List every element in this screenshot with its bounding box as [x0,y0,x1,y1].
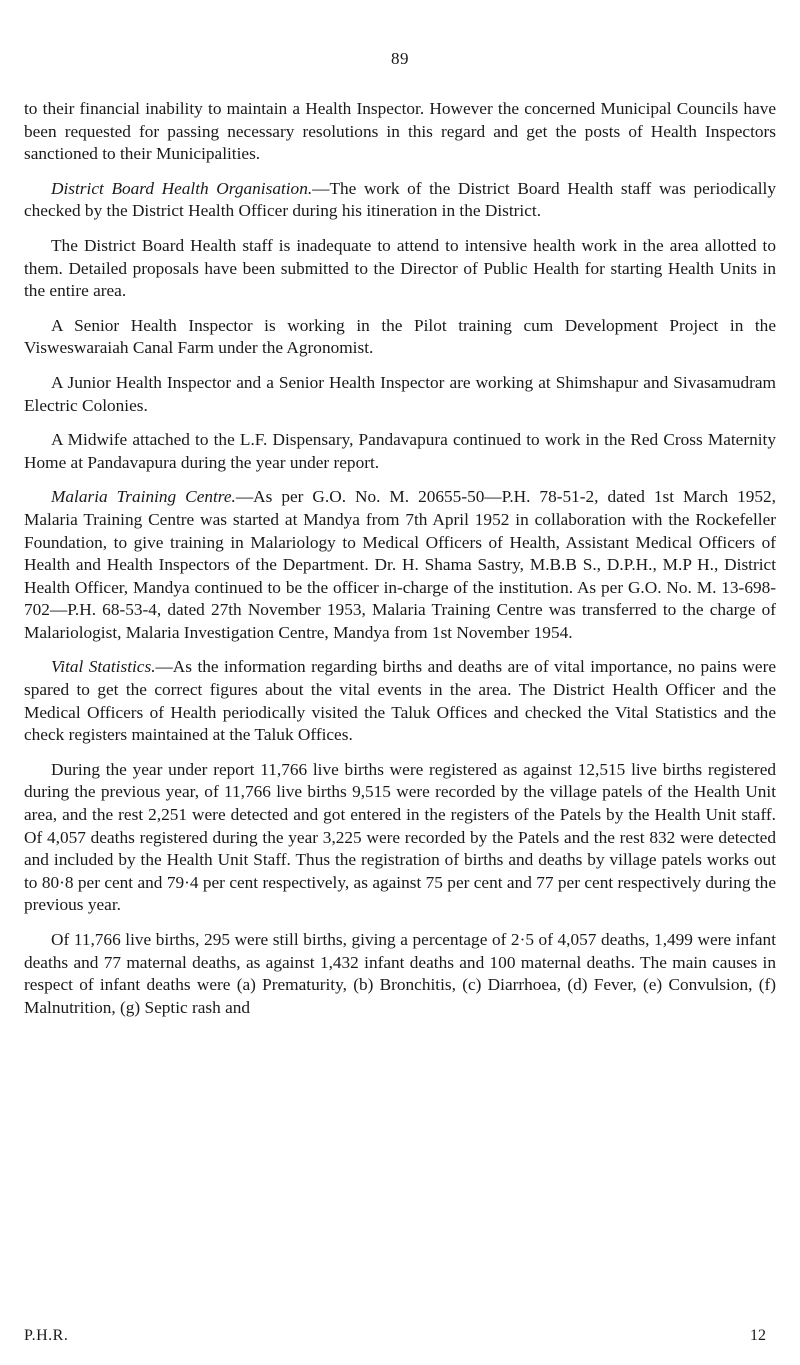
paragraph [24,178,776,223]
paragraph [24,372,776,417]
paragraph [24,486,776,644]
paragraph-text: —As per G.O. No. M. 20655-50—P.H. 78-51-2, dated 1st March 1952, Malaria Training Centre was started at Mandya from 7th April 1952 in collaboration with the Rockefeller Foundation, to give training in Malariology to Medical Officers of Health, Assistant Medical Officers of Health and Health Inspectors of the Department. Dr. H. Shama Sastry, M.B.B S., D.P.H., M.P H., District Health Officer, Mandya continued to be the officer in-charge of the institution. As per G.O. No. M. 13-698-702—P.H. 68-53-4, dated 27th November 1953, Malaria Training Centre was transferred to the charge of Malariologist, Malaria Investigation Centre, Mandya from 1st November 1954. [24,487,776,642]
paragraph [24,98,776,166]
section-heading: Vital Statistics. [51,657,156,677]
paragraph [24,759,776,917]
page-number: 89 [391,49,409,68]
paragraph-text: During the year under report 11,766 live births were registered as against 12,515 live births registered during the previous year, of 11,766 live births 9,515 were recorded by the village patels of the Health Unit area, and the rest 2,251 were detected and got entered in the registers of the Patels by the Health Unit staff. Of 4,057 deaths registered during the year 3,225 were recorded by the Patels and the rest 832 were detected and included by the Health Unit Staff. Thus the registration of births and deaths by village patels works out to 80·8 per cent and 79·4 per cent respectively, as against 75 per cent and 77 per cent respectively during the previous year. [24,759,776,915]
paragraph-text: Of 11,766 live births, 295 were still births, giving a percentage of 2·5 of 4,057 deaths, 1,499 were infant deaths and 77 maternal deaths, as against 1,432 infant deaths and 100 maternal deaths. The main causes in respect of infant deaths were (a) Prematurity, (b) Bronchitis, (c) Diarrhoea, (d) Fever, (e) Convulsion, (f) Malnutrition, (g) Septic rash and [24,930,776,1017]
paragraph [24,429,776,474]
section-heading: Malaria Training Centre. [51,487,236,507]
section-heading: District Board Health Organisation. [51,178,313,198]
paragraph-text: The District Board Health staff is inadequate to attend to intensive health work in the area allotted to them. Detailed proposals have been submitted to the Director of Public Health for starting Health Units in the entire area. [24,235,776,301]
footer-signature: P.H.R. [24,1327,69,1344]
paragraph [24,315,776,360]
paragraph-text: A Midwife attached to the L.F. Dispensary, Pandavapura continued to work in the Red Cross Maternity Home at Pandavapura during the year under report. [24,430,776,472]
paragraph [24,235,776,303]
paragraph [24,656,776,746]
document-page [24,0,776,1365]
paragraph-text: —The work of the District Board Health staff was periodically checked by the District Health Officer during his itineration in the District. [24,178,776,221]
paragraph-text: A Junior Health Inspector and a Senior Health Inspector are working at Shimshapur and Sivasamudram Electric Colonies. [24,372,776,415]
paragraph-text: to their financial inability to maintain a Health Inspector. However the concerned Municipal Councils have been requested for passing necessary resolutions in this regard and get the posts of Health Inspectors sanctioned to their Municipalities. [24,99,776,164]
paragraph-text: —As the information regarding births and deaths are of vital importance, no pains were spared to get the correct figures about the vital events in the area. The District Health Officer and the Medical Officers of Health periodically visited the Taluk Offices and checked the Vital Statistics and the check registers maintained at the Taluk Offices. [24,657,776,745]
paragraph-text: A Senior Health Inspector is working in the Pilot training cum Development Project in the Visweswaraiah Canal Farm under the Agronomist. [24,315,776,358]
footer-sheet-number: 12 [750,1327,766,1344]
paragraph [24,929,776,1019]
body-text [24,98,776,1031]
